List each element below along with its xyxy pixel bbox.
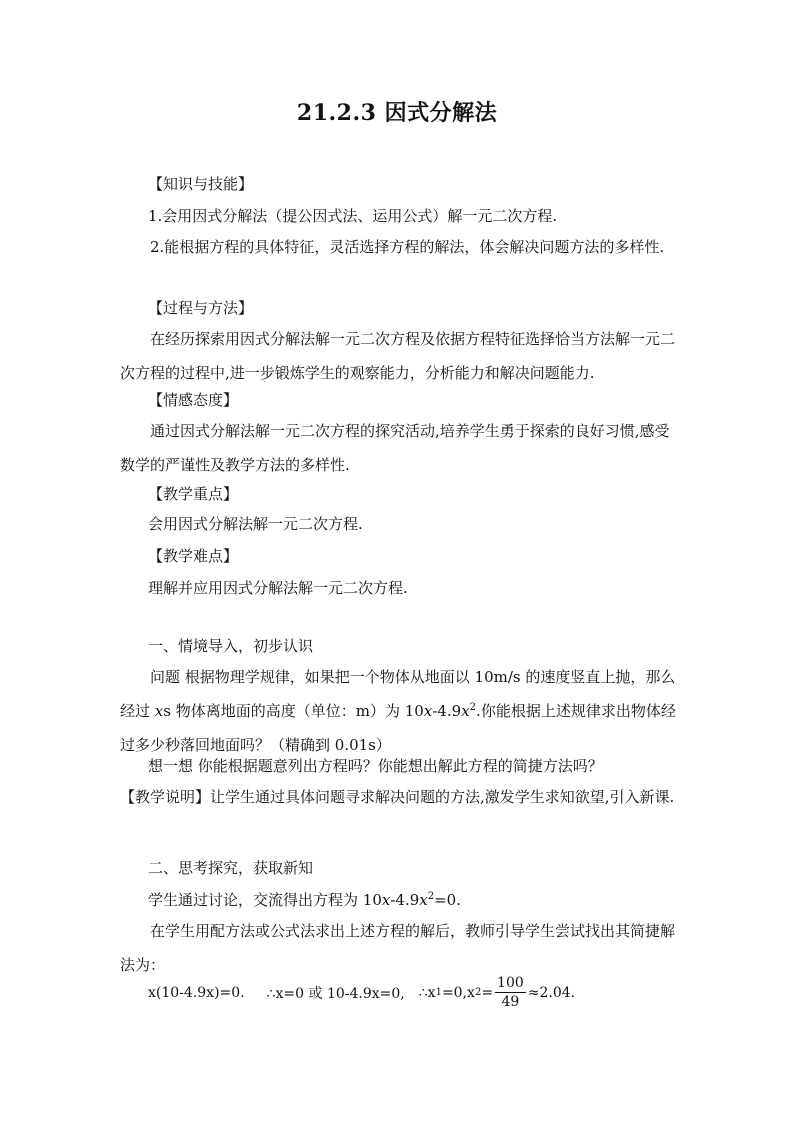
fraction-denominator: 49 (501, 994, 520, 1010)
problem-var-x2: x (423, 702, 433, 720)
guide-text: 在学生用配方法或公式法求出上述方程的解后，教师引导学生尝试找出其简捷解法为： (120, 922, 676, 974)
part2-heading: 二、思考探究，获取新知 (148, 859, 314, 877)
discuss-var-x: x (381, 891, 391, 909)
emotion-heading: 【情感态度】 (148, 391, 239, 409)
problem-text-c: -4.9 (432, 702, 462, 720)
eq-roots-a: ∴x (418, 984, 436, 1001)
part1-heading: 一、情境导入，初步认识 (148, 637, 314, 655)
emotion-text: 通过因式分解法解一元二次方程的探究活动,培养学生勇于探索的良好习惯,感受数学的严谨性及教学方法的多样性. (120, 422, 670, 474)
focus-heading: 【教学重点】 (148, 485, 239, 503)
discuss-text-b: -4.9 (390, 891, 420, 909)
knowledge-item-2: 2.能根据方程的具体特征，灵活选择方程的解法，体会解决问题方法的多样性. (150, 238, 665, 256)
problem-var-x3: x (461, 702, 470, 720)
eq-roots-c: = (481, 984, 494, 1001)
solution-equation: x(10-4.9x)=0. ∴x=0 或 10-4.9x=0, ∴x 1 =0,x 2 = $\frac{100}{49}$ ≈2.04. (148, 975, 576, 1010)
difficulty-text: 理解并应用因式分解法解一元二次方程. (148, 579, 408, 597)
think-text: 想一想 你能根据题意列出方程吗？你能想出解此方程的简捷方法吗？ (148, 757, 603, 775)
eq-roots-b: =0,x (441, 984, 475, 1001)
knowledge-heading: 【知识与技能】 (148, 175, 254, 193)
eq-split: ∴x=0 或 10-4.9x=0, (266, 985, 405, 1002)
discuss-text-a: 学生通过讨论，交流得出方程为 10 (148, 891, 382, 909)
problem-paragraph: 问题 根据物理学规律，如果把一个物体从地面以 10m/s 的速度竖直上抛，那么经过 xs 物体离地面的高度（单位：m）为 $10x-4.9x^2$.你能根据上述规律求出物体经过多少秒落回地面吗？（精确到 0.01s） (120, 668, 676, 754)
discuss-var-x2: x (419, 891, 428, 909)
problem-text-a: 问题 根据物理学规律，如果把一个物体从地面以 10m/s 的速度竖直上抛，那么经过 (120, 668, 676, 720)
eq-approx: ≈2.04. (527, 984, 576, 1001)
process-heading: 【过程与方法】 (148, 299, 254, 317)
difficulty-heading: 【教学难点】 (148, 547, 239, 565)
fraction-numerator: 100 (497, 975, 524, 991)
page-title: 21.2.3 因式分解法 (296, 100, 498, 126)
note-text: 让学生通过具体问题寻求解决问题的方法,激发学生求知欲望,引入新课. (210, 788, 675, 806)
discuss-line: 学生通过讨论，交流得出方程为 $10x-4.9x^2=0$. (148, 891, 461, 909)
discuss-text-c: =0. (434, 891, 461, 909)
focus-text: 会用因式分解法解一元二次方程. (148, 515, 363, 533)
fraction (495, 974, 526, 1011)
problem-var-x: x (154, 702, 164, 720)
knowledge-item-1: 1.会用因式分解法（提公因式法、运用公式）解一元二次方程. (148, 207, 558, 225)
problem-text-d: .你能根据上述规律求出物体经过多少秒落回地面吗？（精确到 0.01s） (120, 702, 676, 754)
note-label: 【教学说明】 (120, 788, 211, 806)
process-text: 在经历探索用因式分解法解一元二次方程及依据方程特征选择恰当方法解一元二次方程的过程中,进一步锻炼学生的观察能力，分析能力和解决问题能力. (120, 330, 676, 382)
eq-factored: x(10-4.9x)=0. (148, 984, 245, 1001)
note-paragraph (120, 780, 680, 814)
problem-text-b: s 物体离地面的高度（单位：m）为 10 (163, 702, 424, 720)
